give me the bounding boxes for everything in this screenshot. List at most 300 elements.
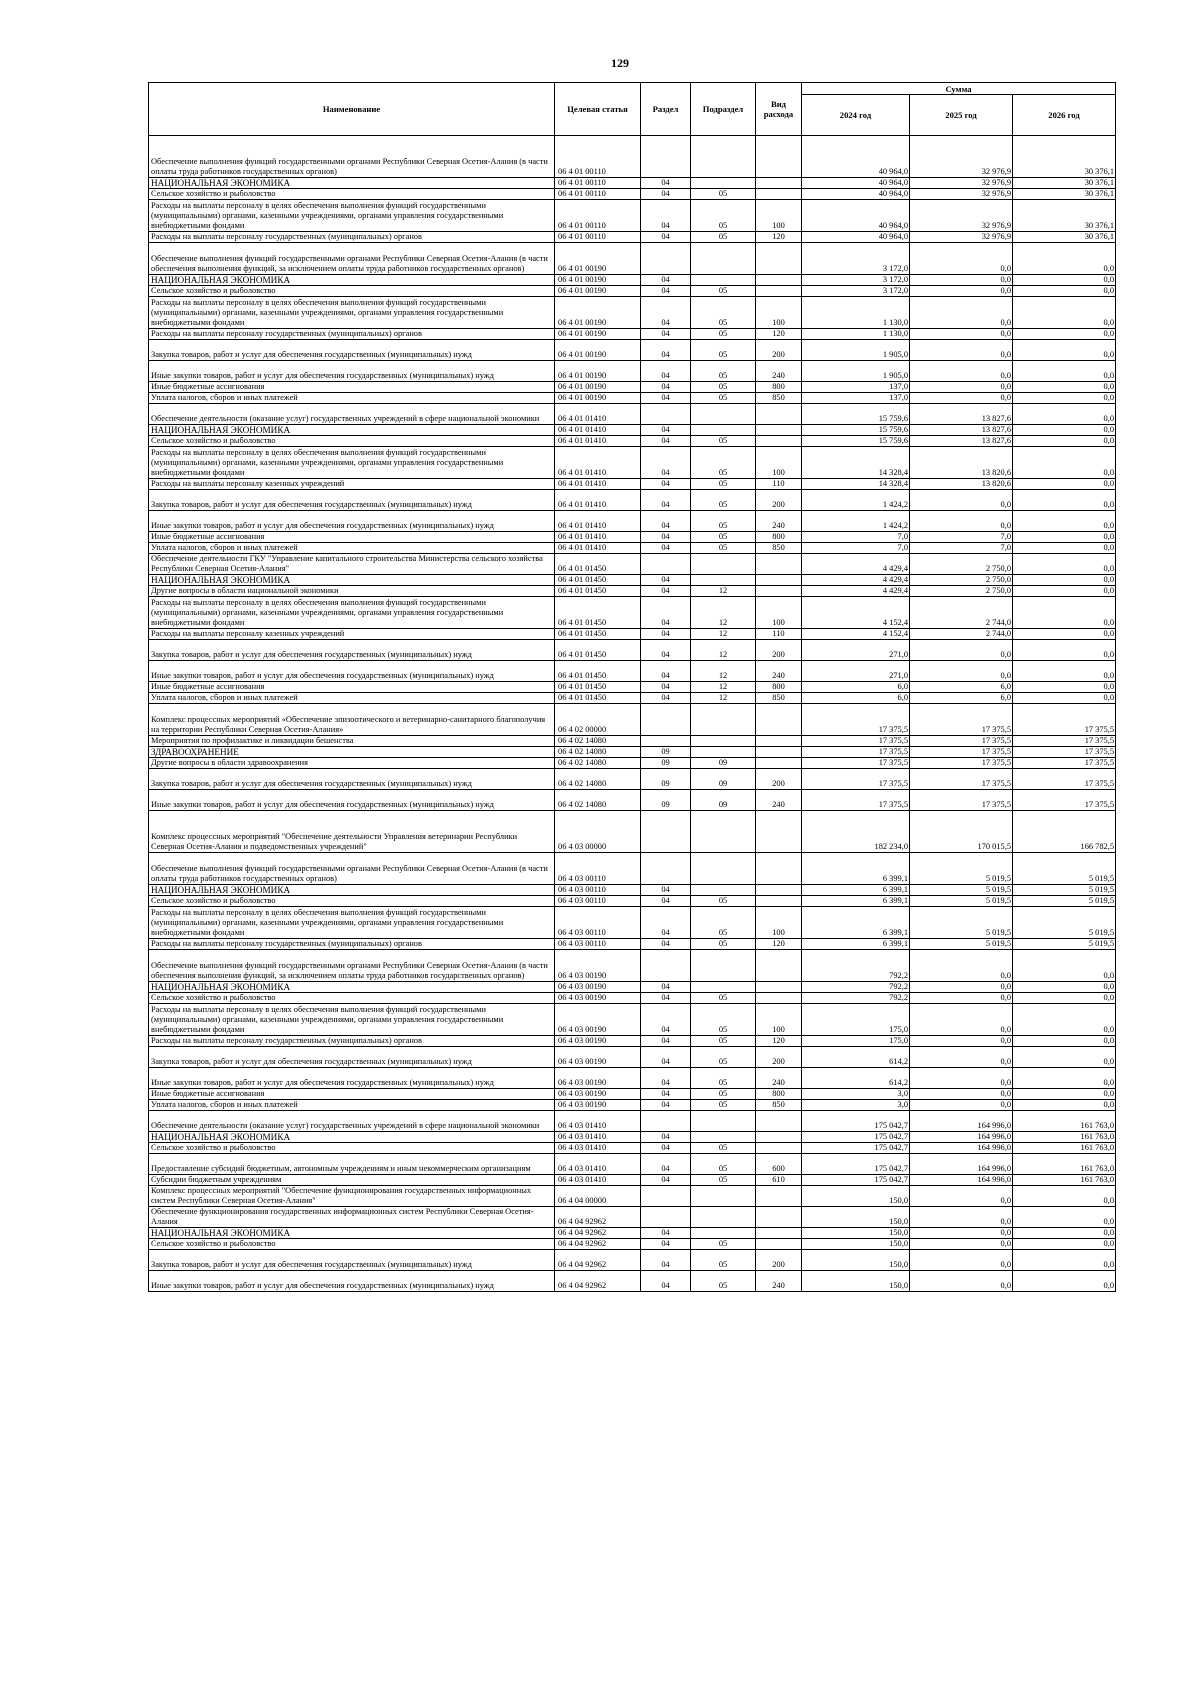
row-target-article: 06 4 04 92962 bbox=[555, 1207, 641, 1228]
row-amount-2026: 0,0 bbox=[1013, 393, 1116, 404]
row-expense-type bbox=[756, 950, 802, 982]
row-section: 04 bbox=[641, 511, 691, 532]
row-target-article: 06 4 01 00110 bbox=[555, 178, 641, 189]
row-subsection: 09 bbox=[691, 758, 756, 769]
row-amount-2026: 17 375,5 bbox=[1013, 704, 1116, 736]
row-target-article: 06 4 01 01450 bbox=[555, 661, 641, 682]
row-target-article: 06 4 01 01410 bbox=[555, 425, 641, 436]
row-expense-type bbox=[756, 136, 802, 178]
row-name: Закупка товаров, работ и услуг для обеспечения государственных (муниципальных) нужд bbox=[149, 640, 555, 661]
row-amount-2024: 1 130,0 bbox=[802, 329, 910, 340]
row-name: Закупка товаров, работ и услуг для обеспечения государственных (муниципальных) нужд bbox=[149, 1250, 555, 1271]
row-target-article: 06 4 01 01450 bbox=[555, 554, 641, 575]
row-subsection: 12 bbox=[691, 693, 756, 704]
row-amount-2025: 6,0 bbox=[910, 682, 1013, 693]
row-expense-type: 800 bbox=[756, 1089, 802, 1100]
row-section: 04 bbox=[641, 896, 691, 907]
row-target-article: 06 4 03 00110 bbox=[555, 853, 641, 885]
row-amount-2024: 15 759,6 bbox=[802, 436, 910, 447]
row-expense-type: 850 bbox=[756, 1100, 802, 1111]
row-amount-2025: 0,0 bbox=[910, 275, 1013, 286]
row-amount-2026: 0,0 bbox=[1013, 275, 1116, 286]
row-section bbox=[641, 950, 691, 982]
row-expense-type: 850 bbox=[756, 543, 802, 554]
row-target-article: 06 4 03 00190 bbox=[555, 1089, 641, 1100]
row-amount-2026: 5 019,5 bbox=[1013, 896, 1116, 907]
row-expense-type bbox=[756, 993, 802, 1004]
row-name: НАЦИОНАЛЬНАЯ ЭКОНОМИКА bbox=[149, 1132, 555, 1143]
row-name: Расходы на выплаты персоналу государственных (муниципальных) органов bbox=[149, 939, 555, 950]
row-amount-2024: 17 375,5 bbox=[802, 758, 910, 769]
row-amount-2025: 0,0 bbox=[910, 982, 1013, 993]
row-section bbox=[641, 1186, 691, 1207]
row-amount-2024: 6,0 bbox=[802, 693, 910, 704]
table-row bbox=[149, 811, 1116, 853]
row-expense-type: 110 bbox=[756, 629, 802, 640]
header-year-2026: 2026 год bbox=[1013, 95, 1116, 136]
row-amount-2024: 150,0 bbox=[802, 1186, 910, 1207]
table-row bbox=[149, 1186, 1116, 1207]
table-row bbox=[149, 479, 1116, 490]
row-amount-2024: 6 399,1 bbox=[802, 853, 910, 885]
row-subsection bbox=[691, 704, 756, 736]
row-target-article: 06 4 03 00110 bbox=[555, 907, 641, 939]
row-section: 04 bbox=[641, 382, 691, 393]
row-section: 04 bbox=[641, 543, 691, 554]
row-subsection: 09 bbox=[691, 790, 756, 811]
table-row bbox=[149, 200, 1116, 232]
row-amount-2026: 161 763,0 bbox=[1013, 1154, 1116, 1175]
row-section: 04 bbox=[641, 1132, 691, 1143]
row-amount-2026: 166 782,5 bbox=[1013, 811, 1116, 853]
row-subsection bbox=[691, 178, 756, 189]
row-target-article: 06 4 02 14080 bbox=[555, 769, 641, 790]
row-amount-2024: 150,0 bbox=[802, 1207, 910, 1228]
row-amount-2024: 6,0 bbox=[802, 682, 910, 693]
row-target-article: 06 4 03 00190 bbox=[555, 1036, 641, 1047]
row-expense-type bbox=[756, 425, 802, 436]
table-row bbox=[149, 1271, 1116, 1292]
row-amount-2025: 17 375,5 bbox=[910, 704, 1013, 736]
row-expense-type bbox=[756, 1207, 802, 1228]
row-subsection: 12 bbox=[691, 682, 756, 693]
row-name: Иные бюджетные ассигнования bbox=[149, 532, 555, 543]
row-amount-2025: 5 019,5 bbox=[910, 885, 1013, 896]
row-amount-2026: 17 375,5 bbox=[1013, 747, 1116, 758]
row-subsection: 05 bbox=[691, 543, 756, 554]
row-subsection: 05 bbox=[691, 1250, 756, 1271]
table-row bbox=[149, 1143, 1116, 1154]
row-name: Обеспечение деятельности (оказание услуг) государственных учреждений в сфере национальной экономики bbox=[149, 404, 555, 425]
table-row bbox=[149, 640, 1116, 661]
row-expense-type bbox=[756, 736, 802, 747]
row-target-article: 06 4 02 14080 bbox=[555, 747, 641, 758]
row-target-article: 06 4 01 00190 bbox=[555, 275, 641, 286]
row-target-article: 06 4 01 00110 bbox=[555, 136, 641, 178]
row-amount-2026: 30 376,1 bbox=[1013, 178, 1116, 189]
row-amount-2025: 5 019,5 bbox=[910, 896, 1013, 907]
row-amount-2026: 0,0 bbox=[1013, 586, 1116, 597]
row-amount-2024: 175,0 bbox=[802, 1036, 910, 1047]
table-row bbox=[149, 543, 1116, 554]
row-amount-2024: 17 375,5 bbox=[802, 747, 910, 758]
row-name: Обеспечение деятельности ГКУ "Управление капитального строительства Министерства сельского хозяйства Республики Северная Осетия-Алания" bbox=[149, 554, 555, 575]
table-row bbox=[149, 297, 1116, 329]
row-target-article: 06 4 03 01410 bbox=[555, 1175, 641, 1186]
row-target-article: 06 4 01 00190 bbox=[555, 286, 641, 297]
row-subsection bbox=[691, 136, 756, 178]
row-section: 04 bbox=[641, 329, 691, 340]
row-expense-type bbox=[756, 243, 802, 275]
row-amount-2026: 5 019,5 bbox=[1013, 907, 1116, 939]
row-name: Расходы на выплаты персоналу казенных учреждений bbox=[149, 479, 555, 490]
row-subsection bbox=[691, 982, 756, 993]
row-amount-2025: 2 750,0 bbox=[910, 586, 1013, 597]
row-expense-type: 800 bbox=[756, 382, 802, 393]
row-target-article: 06 4 02 14080 bbox=[555, 790, 641, 811]
row-target-article: 06 4 01 01450 bbox=[555, 693, 641, 704]
row-section: 04 bbox=[641, 885, 691, 896]
table-row bbox=[149, 436, 1116, 447]
row-section bbox=[641, 1207, 691, 1228]
row-expense-type bbox=[756, 704, 802, 736]
row-amount-2025: 0,0 bbox=[910, 993, 1013, 1004]
row-amount-2026: 0,0 bbox=[1013, 661, 1116, 682]
row-name: Комплекс процессных мероприятий "Обеспечение деятельности Управления ветеринарии Республики Северная Осетия-Алания и подведомственных учреждений" bbox=[149, 811, 555, 853]
table-row bbox=[149, 758, 1116, 769]
row-expense-type: 200 bbox=[756, 640, 802, 661]
row-amount-2026: 0,0 bbox=[1013, 554, 1116, 575]
row-target-article: 06 4 02 14080 bbox=[555, 736, 641, 747]
row-target-article: 06 4 01 01410 bbox=[555, 490, 641, 511]
row-target-article: 06 4 04 92962 bbox=[555, 1239, 641, 1250]
row-name: Расходы на выплаты персоналу в целях обеспечения выполнения функций государственными (муниципальными) органами, казенными учреждениями, органами управления государственными внебюджетными фондами bbox=[149, 597, 555, 629]
row-amount-2026: 0,0 bbox=[1013, 597, 1116, 629]
row-amount-2025: 5 019,5 bbox=[910, 907, 1013, 939]
row-subsection bbox=[691, 1207, 756, 1228]
row-section: 04 bbox=[641, 907, 691, 939]
row-amount-2026: 17 375,5 bbox=[1013, 790, 1116, 811]
row-name: Комплекс процессных мероприятий "Обеспечение функционирования государственных информационных систем Республики Северная Осетия-Алания" bbox=[149, 1186, 555, 1207]
row-section: 04 bbox=[641, 1068, 691, 1089]
table-row bbox=[149, 597, 1116, 629]
table-row bbox=[149, 425, 1116, 436]
row-section: 04 bbox=[641, 340, 691, 361]
row-amount-2024: 4 429,4 bbox=[802, 554, 910, 575]
row-amount-2025: 32 976,9 bbox=[910, 178, 1013, 189]
table-row bbox=[149, 885, 1116, 896]
row-amount-2024: 1 424,2 bbox=[802, 490, 910, 511]
row-amount-2024: 4 152,4 bbox=[802, 597, 910, 629]
row-name: Другие вопросы в области здравоохранения bbox=[149, 758, 555, 769]
table-row bbox=[149, 747, 1116, 758]
row-target-article: 06 4 03 01410 bbox=[555, 1143, 641, 1154]
row-subsection bbox=[691, 736, 756, 747]
row-name: НАЦИОНАЛЬНАЯ ЭКОНОМИКА bbox=[149, 575, 555, 586]
row-amount-2024: 17 375,5 bbox=[802, 736, 910, 747]
row-amount-2024: 175 042,7 bbox=[802, 1143, 910, 1154]
row-section: 04 bbox=[641, 993, 691, 1004]
row-expense-type bbox=[756, 275, 802, 286]
table-row bbox=[149, 1047, 1116, 1068]
table-row bbox=[149, 1111, 1116, 1132]
row-section: 04 bbox=[641, 286, 691, 297]
table-row bbox=[149, 682, 1116, 693]
row-expense-type bbox=[756, 586, 802, 597]
row-expense-type: 120 bbox=[756, 329, 802, 340]
row-expense-type bbox=[756, 1111, 802, 1132]
row-name: НАЦИОНАЛЬНАЯ ЭКОНОМИКА bbox=[149, 178, 555, 189]
row-amount-2026: 0,0 bbox=[1013, 436, 1116, 447]
table-row bbox=[149, 993, 1116, 1004]
row-target-article: 06 4 01 01410 bbox=[555, 479, 641, 490]
row-target-article: 06 4 03 00190 bbox=[555, 982, 641, 993]
row-amount-2026: 161 763,0 bbox=[1013, 1132, 1116, 1143]
row-name: Предоставление субсидий бюджетным, автономным учреждениям и иным некоммерческим организациям bbox=[149, 1154, 555, 1175]
row-amount-2024: 271,0 bbox=[802, 640, 910, 661]
row-amount-2025: 32 976,9 bbox=[910, 189, 1013, 200]
row-amount-2024: 3 172,0 bbox=[802, 243, 910, 275]
table-row bbox=[149, 1132, 1116, 1143]
row-amount-2025: 0,0 bbox=[910, 1207, 1013, 1228]
row-amount-2025: 0,0 bbox=[910, 340, 1013, 361]
row-section: 04 bbox=[641, 393, 691, 404]
row-name: Расходы на выплаты персоналу в целях обеспечения выполнения функций государственными (муниципальными) органами, казенными учреждениями, органами управления государственными внебюджетными фондами bbox=[149, 297, 555, 329]
table-row bbox=[149, 853, 1116, 885]
row-subsection: 05 bbox=[691, 1154, 756, 1175]
row-amount-2024: 175,0 bbox=[802, 1004, 910, 1036]
row-name: ЗДРАВООХРАНЕНИЕ bbox=[149, 747, 555, 758]
row-amount-2026: 0,0 bbox=[1013, 1228, 1116, 1239]
row-amount-2024: 6 399,1 bbox=[802, 896, 910, 907]
row-amount-2026: 0,0 bbox=[1013, 1089, 1116, 1100]
row-expense-type bbox=[756, 575, 802, 586]
row-amount-2025: 0,0 bbox=[910, 950, 1013, 982]
row-amount-2024: 40 964,0 bbox=[802, 200, 910, 232]
row-target-article: 06 4 03 00190 bbox=[555, 1068, 641, 1089]
row-amount-2024: 792,2 bbox=[802, 982, 910, 993]
row-expense-type bbox=[756, 1186, 802, 1207]
table-row bbox=[149, 178, 1116, 189]
budget-table bbox=[148, 82, 1116, 1292]
table-row bbox=[149, 361, 1116, 382]
row-amount-2024: 40 964,0 bbox=[802, 178, 910, 189]
table-row bbox=[149, 286, 1116, 297]
row-subsection: 09 bbox=[691, 769, 756, 790]
row-section bbox=[641, 704, 691, 736]
row-section: 04 bbox=[641, 297, 691, 329]
row-name: Сельское хозяйство и рыболовство bbox=[149, 436, 555, 447]
row-expense-type: 200 bbox=[756, 340, 802, 361]
row-amount-2026: 0,0 bbox=[1013, 575, 1116, 586]
row-amount-2025: 13 820,6 bbox=[910, 447, 1013, 479]
row-amount-2025: 0,0 bbox=[910, 1036, 1013, 1047]
row-expense-type: 200 bbox=[756, 1047, 802, 1068]
row-amount-2026: 0,0 bbox=[1013, 329, 1116, 340]
row-amount-2025: 17 375,5 bbox=[910, 747, 1013, 758]
row-subsection: 05 bbox=[691, 329, 756, 340]
header-year-2025: 2025 год bbox=[910, 95, 1013, 136]
row-name: Иные бюджетные ассигнования bbox=[149, 382, 555, 393]
row-subsection: 05 bbox=[691, 1143, 756, 1154]
row-name: Комплекс процессных мероприятий «Обеспечение эпизоотического и ветеринарно-санитарного благополучия на территории Республики Северная Осетия-Алания» bbox=[149, 704, 555, 736]
row-subsection: 05 bbox=[691, 436, 756, 447]
row-amount-2024: 4 429,4 bbox=[802, 575, 910, 586]
row-expense-type: 850 bbox=[756, 693, 802, 704]
row-amount-2025: 17 375,5 bbox=[910, 758, 1013, 769]
row-expense-type: 240 bbox=[756, 661, 802, 682]
row-section: 04 bbox=[641, 1250, 691, 1271]
row-subsection: 12 bbox=[691, 597, 756, 629]
row-name: Расходы на выплаты персоналу в целях обеспечения выполнения функций государственными (муниципальными) органами, казенными учреждениями, органами управления государственными внебюджетными фондами bbox=[149, 200, 555, 232]
row-amount-2024: 40 964,0 bbox=[802, 189, 910, 200]
row-subsection: 05 bbox=[691, 1175, 756, 1186]
row-amount-2026: 0,0 bbox=[1013, 382, 1116, 393]
row-section: 04 bbox=[641, 1175, 691, 1186]
row-subsection: 05 bbox=[691, 490, 756, 511]
table-row bbox=[149, 1250, 1116, 1271]
row-target-article: 06 4 04 92962 bbox=[555, 1250, 641, 1271]
row-name: Уплата налогов, сборов и иных платежей bbox=[149, 393, 555, 404]
row-amount-2025: 170 015,5 bbox=[910, 811, 1013, 853]
row-expense-type: 200 bbox=[756, 1250, 802, 1271]
row-expense-type bbox=[756, 436, 802, 447]
table-row bbox=[149, 1036, 1116, 1047]
row-section bbox=[641, 811, 691, 853]
table-row bbox=[149, 693, 1116, 704]
row-amount-2026: 0,0 bbox=[1013, 361, 1116, 382]
row-subsection bbox=[691, 1228, 756, 1239]
row-name: Закупка товаров, работ и услуг для обеспечения государственных (муниципальных) нужд bbox=[149, 340, 555, 361]
row-name: Расходы на выплаты персоналу государственных (муниципальных) органов bbox=[149, 232, 555, 243]
table-row bbox=[149, 1089, 1116, 1100]
row-subsection: 05 bbox=[691, 1089, 756, 1100]
row-amount-2026: 0,0 bbox=[1013, 1186, 1116, 1207]
row-target-article: 06 4 01 00190 bbox=[555, 340, 641, 361]
row-amount-2026: 161 763,0 bbox=[1013, 1111, 1116, 1132]
row-subsection bbox=[691, 404, 756, 425]
row-section bbox=[641, 1111, 691, 1132]
row-amount-2025: 0,0 bbox=[910, 243, 1013, 275]
row-amount-2026: 17 375,5 bbox=[1013, 769, 1116, 790]
header-sum: Сумма bbox=[802, 83, 1116, 95]
table-row bbox=[149, 232, 1116, 243]
row-amount-2026: 161 763,0 bbox=[1013, 1143, 1116, 1154]
row-subsection: 12 bbox=[691, 629, 756, 640]
row-amount-2026: 0,0 bbox=[1013, 447, 1116, 479]
row-amount-2024: 17 375,5 bbox=[802, 790, 910, 811]
row-subsection: 05 bbox=[691, 1271, 756, 1292]
row-expense-type: 850 bbox=[756, 393, 802, 404]
row-subsection bbox=[691, 1132, 756, 1143]
row-subsection bbox=[691, 1111, 756, 1132]
row-amount-2026: 0,0 bbox=[1013, 479, 1116, 490]
row-section: 04 bbox=[641, 575, 691, 586]
row-expense-type bbox=[756, 885, 802, 896]
row-name: Обеспечение функционирования государственных информационных систем Республики Северная Осетия-Алания bbox=[149, 1207, 555, 1228]
row-target-article: 06 4 01 01410 bbox=[555, 447, 641, 479]
row-target-article: 06 4 01 01450 bbox=[555, 682, 641, 693]
row-name: Сельское хозяйство и рыболовство bbox=[149, 286, 555, 297]
row-amount-2026: 30 376,1 bbox=[1013, 232, 1116, 243]
row-section: 04 bbox=[641, 1143, 691, 1154]
row-section bbox=[641, 853, 691, 885]
table-row bbox=[149, 189, 1116, 200]
row-name: Закупка товаров, работ и услуг для обеспечения государственных (муниципальных) нужд bbox=[149, 1047, 555, 1068]
row-amount-2025: 0,0 bbox=[910, 1100, 1013, 1111]
row-subsection bbox=[691, 885, 756, 896]
row-section bbox=[641, 136, 691, 178]
row-target-article: 06 4 03 01410 bbox=[555, 1154, 641, 1175]
row-section: 04 bbox=[641, 1100, 691, 1111]
row-amount-2024: 17 375,5 bbox=[802, 704, 910, 736]
row-amount-2026: 0,0 bbox=[1013, 982, 1116, 993]
row-section: 04 bbox=[641, 1239, 691, 1250]
row-subsection bbox=[691, 853, 756, 885]
row-target-article: 06 4 03 00000 bbox=[555, 811, 641, 853]
row-amount-2025: 0,0 bbox=[910, 661, 1013, 682]
row-expense-type: 100 bbox=[756, 447, 802, 479]
row-section: 04 bbox=[641, 490, 691, 511]
row-amount-2024: 40 964,0 bbox=[802, 232, 910, 243]
table-row bbox=[149, 1239, 1116, 1250]
row-amount-2025: 0,0 bbox=[910, 286, 1013, 297]
row-subsection bbox=[691, 575, 756, 586]
row-amount-2025: 32 976,9 bbox=[910, 136, 1013, 178]
row-expense-type: 110 bbox=[756, 479, 802, 490]
row-subsection bbox=[691, 243, 756, 275]
row-amount-2024: 175 042,7 bbox=[802, 1175, 910, 1186]
row-amount-2026: 0,0 bbox=[1013, 490, 1116, 511]
table-row bbox=[149, 1207, 1116, 1228]
row-expense-type: 200 bbox=[756, 490, 802, 511]
row-name: Сельское хозяйство и рыболовство bbox=[149, 1239, 555, 1250]
row-target-article: 06 4 03 00110 bbox=[555, 896, 641, 907]
row-amount-2025: 164 996,0 bbox=[910, 1132, 1013, 1143]
row-amount-2024: 1 905,0 bbox=[802, 361, 910, 382]
row-name: Обеспечение выполнения функций государственными органами Республики Северная Осетия-Алания (в части оплаты труда работников государственных органов) bbox=[149, 853, 555, 885]
row-subsection: 05 bbox=[691, 447, 756, 479]
row-expense-type: 120 bbox=[756, 232, 802, 243]
row-name: Иные закупки товаров, работ и услуг для обеспечения государственных (муниципальных) нужд bbox=[149, 511, 555, 532]
row-amount-2025: 0,0 bbox=[910, 393, 1013, 404]
row-amount-2024: 137,0 bbox=[802, 393, 910, 404]
row-amount-2025: 7,0 bbox=[910, 543, 1013, 554]
row-amount-2025: 2 744,0 bbox=[910, 629, 1013, 640]
row-name: Уплата налогов, сборов и иных платежей bbox=[149, 693, 555, 704]
row-amount-2025: 17 375,5 bbox=[910, 769, 1013, 790]
row-amount-2024: 14 328,4 bbox=[802, 447, 910, 479]
row-section: 04 bbox=[641, 436, 691, 447]
row-expense-type bbox=[756, 853, 802, 885]
row-expense-type: 100 bbox=[756, 597, 802, 629]
table-row bbox=[149, 243, 1116, 275]
row-target-article: 06 4 03 01410 bbox=[555, 1132, 641, 1143]
row-subsection: 05 bbox=[691, 896, 756, 907]
table-row bbox=[149, 404, 1116, 425]
row-subsection: 05 bbox=[691, 200, 756, 232]
row-target-article: 06 4 01 00110 bbox=[555, 200, 641, 232]
row-amount-2024: 3 172,0 bbox=[802, 275, 910, 286]
row-expense-type: 240 bbox=[756, 790, 802, 811]
row-target-article: 06 4 01 01450 bbox=[555, 629, 641, 640]
row-target-article: 06 4 01 01410 bbox=[555, 404, 641, 425]
table-row bbox=[149, 554, 1116, 575]
row-subsection bbox=[691, 811, 756, 853]
row-amount-2026: 161 763,0 bbox=[1013, 1175, 1116, 1186]
row-subsection: 05 bbox=[691, 993, 756, 1004]
row-subsection: 12 bbox=[691, 661, 756, 682]
